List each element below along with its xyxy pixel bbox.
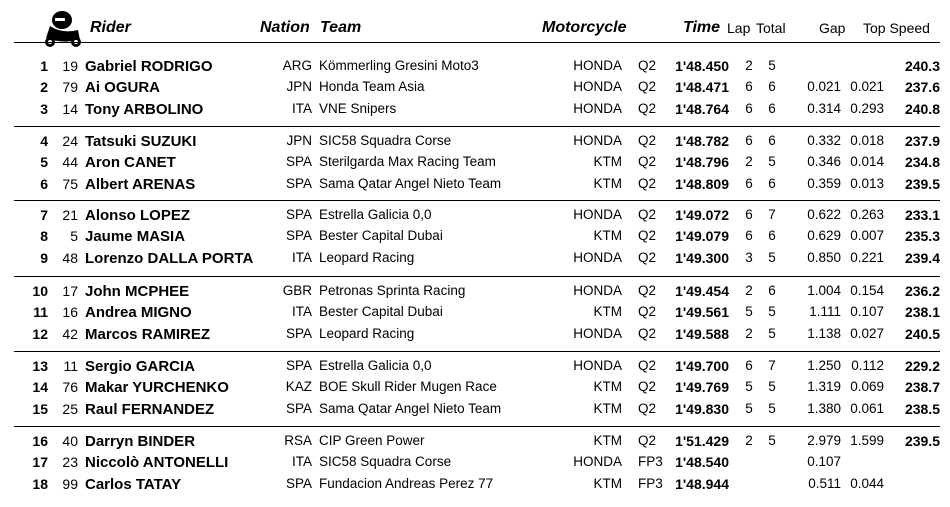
rider-name: Carlos TATAY [85,475,182,493]
session: Q2 [638,325,657,341]
rider-nation: ITA [292,454,312,470]
rider-motorcycle: HONDA [573,133,622,148]
rider-motorcycle: HONDA [573,325,622,341]
gap-to-first: 1.380 [807,400,841,416]
total-laps: 6 [768,133,776,148]
total-laps: 5 [768,154,776,170]
header-rider: Rider [90,19,131,36]
rider-position: 5 [40,154,48,171]
gap-to-previous: 0.293 [850,100,884,116]
rider-number: 25 [62,400,78,417]
top-speed: 235.3 [904,228,940,245]
rider-number: 21 [62,207,78,223]
session: Q2 [638,358,657,373]
rider-nation: ITA [292,100,312,116]
rider-name: Gabriel RODRIGO [85,58,213,75]
rider-number: 5 [70,228,78,245]
lap-time: 1'49.454 [675,283,729,299]
rider-number: 14 [62,100,78,117]
gap-to-previous: 0.061 [850,400,884,416]
rider-number: 23 [62,454,78,471]
rider-name: Tony ARBOLINO [85,100,204,118]
top-speed: 238.5 [904,400,940,417]
gap-to-first: 0.021 [807,79,841,95]
gap-to-first: 1.319 [807,379,841,395]
lap-time: 1'48.782 [675,133,729,149]
top-speed: 239.4 [904,249,940,266]
gap-to-previous: 0.027 [850,325,884,341]
rider-number: 19 [62,58,78,74]
session: Q2 [638,379,657,395]
header-nation: Nation [260,19,310,36]
session: FP3 [638,475,663,491]
gap-to-first: 0.511 [808,475,841,491]
total-laps: 5 [768,379,776,395]
rider-position: 6 [40,175,48,192]
gap-to-previous: 0.221 [850,249,884,265]
lap-number: 2 [745,433,753,448]
rider-name: Sergio GARCIA [85,358,196,375]
rider-team: Kömmerling Gresini Moto3 [319,58,479,73]
top-speed: 238.7 [904,379,940,396]
rider-nation: SPA [285,400,312,416]
rider-motorcycle: HONDA [573,100,622,116]
rider-name: Andrea MIGNO [85,304,192,322]
lap-time: 1'48.764 [675,100,729,117]
session: Q2 [638,249,657,265]
gap-to-previous: 1.599 [850,433,884,448]
rider-name: Jaume MASIA [85,228,186,246]
gap-to-previous: 0.154 [850,283,884,298]
rider-team: Bester Capital Dubai [319,228,443,244]
rider-nation: SPA [285,358,312,373]
top-speed: 239.5 [904,175,940,192]
top-speed: 236.2 [904,283,940,299]
rider-number: 17 [62,283,78,299]
lap-number: 6 [745,100,753,116]
header-top-speed: Top Speed [863,20,930,36]
total-laps: 7 [768,358,776,373]
top-speed: 229.2 [904,358,940,374]
session: Q2 [638,400,657,416]
header-motorcycle: Motorcycle [542,19,627,36]
rider-team: Sama Qatar Angel Nieto Team [319,175,502,191]
lap-time: 1'49.830 [675,400,729,417]
rider-motorcycle: HONDA [573,249,622,265]
gap-to-first: 1.111 [809,304,841,320]
gap-to-previous: 0.069 [850,379,884,395]
rider-team: Bester Capital Dubai [319,304,443,320]
lap-number: 2 [745,325,753,341]
top-speed: 240.5 [904,325,940,342]
rider-number: 24 [62,133,78,149]
session: Q2 [638,100,657,116]
rider-name: Albert ARENAS [85,175,196,193]
group-divider [14,351,940,352]
rider-position: 9 [40,249,48,266]
top-speed: 239.5 [904,433,940,449]
rider-name: Niccolò ANTONELLI [85,454,229,472]
rider-nation: GBR [282,283,312,298]
rider-number: 40 [62,433,78,449]
gap-to-first: 0.359 [807,175,841,191]
rider-nation: SPA [285,475,312,491]
session: Q2 [638,175,657,191]
lap-number: 6 [745,358,753,373]
rider-name: Darryn BINDER [85,433,196,450]
rider-motorcycle: KTM [593,175,622,191]
top-speed: 233.1 [904,207,940,223]
rider-position: 11 [33,304,48,321]
rider-number: 11 [63,358,78,374]
rider-number: 48 [62,249,78,266]
rider-motorcycle: KTM [593,379,622,395]
rider-number: 99 [62,475,78,492]
rider-name: Ai OGURA [85,79,160,97]
header-time: Time [683,19,721,36]
lap-time: 1'48.944 [675,475,729,492]
session: FP3 [638,454,663,470]
rider-position: 4 [40,133,48,149]
rider-position: 1 [40,58,48,74]
header-lap: Lap [727,20,751,36]
group-divider [14,426,940,427]
gap-to-first: 0.850 [807,249,841,265]
total-laps: 5 [768,325,776,341]
rider-position: 17 [32,454,48,471]
rider-motorcycle: HONDA [573,58,622,73]
rider-name: Marcos RAMIREZ [85,325,211,343]
header-gap: Gap [819,20,846,36]
rider-team: Sterilgarda Max Racing Team [319,154,496,170]
lap-number: 5 [745,400,753,416]
session: Q2 [638,133,657,148]
header-team: Team [320,19,362,36]
lap-number: 6 [745,175,753,191]
lap-time: 1'48.450 [675,58,729,74]
gap-to-previous: 0.112 [851,358,884,373]
top-speed: 237.6 [904,79,940,96]
lap-number: 3 [745,249,753,265]
session: Q2 [638,433,657,448]
rider-motorcycle: HONDA [573,454,622,470]
rider-nation: JPN [286,79,312,95]
rider-team: VNE Snipers [319,100,397,116]
rider-position: 10 [32,283,48,299]
rider-position: 12 [32,325,48,342]
rider-nation: ITA [292,249,312,265]
lap-time: 1'49.300 [675,249,729,266]
gap-to-first: 0.332 [807,133,841,148]
lap-time: 1'49.079 [675,228,729,245]
gap-to-previous: 0.021 [850,79,884,95]
gap-to-previous: 0.044 [850,475,884,491]
total-laps: 5 [768,249,776,265]
rider-team: Leopard Racing [319,325,415,341]
rider-nation: SPA [285,154,312,170]
total-laps: 6 [768,100,776,116]
rider-motorcycle: KTM [593,228,622,244]
lap-number: 5 [745,379,753,395]
rider-motorcycle: KTM [593,154,622,170]
rider-position: 14 [32,379,48,396]
gap-to-first: 1.004 [807,283,841,298]
rider-team: SIC58 Squadra Corse [319,454,452,470]
rider-team: Fundacion Andreas Perez 77 [319,475,494,491]
rider-number: 44 [62,154,78,171]
rider-name: Alonso LOPEZ [85,207,190,224]
lap-time: 1'51.429 [675,433,729,449]
gap-to-previous: 0.018 [850,133,884,148]
lap-number: 5 [745,304,753,320]
rider-team: Petronas Sprinta Racing [319,283,466,298]
rider-team: BOE Skull Rider Mugen Race [319,379,497,395]
rider-number: 76 [62,379,78,396]
gap-to-first: 0.622 [807,207,841,222]
gap-to-first: 0.346 [807,154,841,170]
gap-to-first: 0.629 [807,228,841,244]
rider-nation: ITA [292,304,312,320]
rider-name: John MCPHEE [85,283,190,300]
group-divider [14,126,940,127]
rider-nation: SPA [285,228,312,244]
rider-nation: SPA [285,175,312,191]
rider-number: 79 [62,79,78,96]
rider-nation: RSA [284,433,312,448]
top-speed: 240.8 [904,100,940,117]
rider-team: Estrella Galicia 0,0 [319,358,432,373]
session: Q2 [638,304,657,320]
session: Q2 [638,154,657,170]
lap-time: 1'49.072 [675,207,729,223]
total-laps: 7 [768,207,776,222]
rider-position: 8 [40,228,48,245]
total-laps: 5 [768,433,776,448]
top-speed: 234.8 [904,154,940,171]
total-laps: 6 [768,283,776,298]
rider-motorcycle: HONDA [573,79,622,95]
rider-nation: SPA [285,325,312,341]
lap-time: 1'49.700 [675,358,729,374]
top-speed: 237.9 [904,133,940,149]
rider-team: Honda Team Asia [319,79,425,95]
rider-name: Raul FERNANDEZ [85,400,215,418]
gap-to-previous: 0.014 [850,154,884,170]
rider-team: CIP Green Power [319,433,425,448]
rider-name: Tatsuki SUZUKI [85,133,197,150]
rider-team: Sama Qatar Angel Nieto Team [319,400,502,416]
group-divider [14,200,940,201]
total-laps: 6 [768,228,776,244]
session: Q2 [638,207,657,222]
lap-time: 1'49.588 [675,325,729,342]
lap-number: 2 [745,58,753,73]
rider-motorcycle: HONDA [573,207,622,222]
rider-position: 13 [32,358,48,374]
rider-number: 42 [62,325,78,342]
rider-nation: ARG [282,58,312,73]
lap-number: 2 [745,154,753,170]
top-speed: 240.3 [904,58,940,74]
lap-number: 6 [745,133,753,148]
rider-position: 16 [32,433,48,449]
lap-time: 1'48.809 [675,175,729,192]
lap-time: 1'49.561 [675,304,729,321]
gap-to-first: 0.107 [807,454,841,470]
rider-position: 3 [40,100,48,117]
total-laps: 5 [768,58,776,73]
lap-number: 2 [745,283,753,298]
session: Q2 [638,58,657,73]
rider-nation: SPA [285,207,312,222]
session: Q2 [638,228,657,244]
lap-time: 1'48.540 [675,454,729,471]
rider-position: 7 [40,207,48,223]
total-laps: 5 [768,304,776,320]
lap-time: 1'48.796 [675,154,729,171]
gap-to-previous: 0.263 [850,207,884,222]
rider-position: 18 [32,475,48,492]
rider-number: 75 [62,175,78,192]
rider-motorcycle: HONDA [573,283,622,298]
rider-team: Estrella Galicia 0,0 [319,207,432,222]
total-laps: 6 [768,175,776,191]
rider-motorcycle: KTM [593,475,622,491]
rider-position: 2 [40,79,48,96]
rider-name: Aron CANET [85,154,176,172]
gap-to-first: 0.314 [807,100,841,116]
lap-number: 6 [745,79,753,95]
lap-time: 1'49.769 [675,379,729,396]
gap-to-previous: 0.107 [850,304,884,320]
gap-to-first: 2.979 [807,433,841,448]
rider-motorcycle: KTM [593,304,622,320]
gap-to-first: 1.138 [807,325,841,341]
rider-motorcycle: KTM [593,433,622,448]
rider-name: Makar YURCHENKO [85,379,229,397]
lap-number: 6 [745,228,753,244]
rider-name: Lorenzo DALLA PORTA [85,249,254,267]
total-laps: 5 [768,400,776,416]
rider-number: 16 [62,304,78,321]
rider-team: SIC58 Squadra Corse [319,133,452,148]
gap-to-first: 1.250 [807,358,841,373]
rider-motorcycle: KTM [593,400,622,416]
rider-nation: KAZ [285,379,312,395]
header-total: Total [756,20,786,36]
lap-time: 1'48.471 [675,79,729,96]
top-speed: 238.1 [904,304,940,321]
group-divider [14,276,940,277]
session: Q2 [638,79,657,95]
lap-number: 6 [745,207,753,222]
gap-to-previous: 0.007 [850,228,884,244]
rider-nation: JPN [286,133,312,148]
total-laps: 6 [768,79,776,95]
gap-to-previous: 0.013 [850,175,884,191]
session: Q2 [638,283,657,298]
rider-motorcycle: HONDA [573,358,622,373]
rider-position: 15 [32,400,48,417]
rider-team: Leopard Racing [319,249,415,265]
